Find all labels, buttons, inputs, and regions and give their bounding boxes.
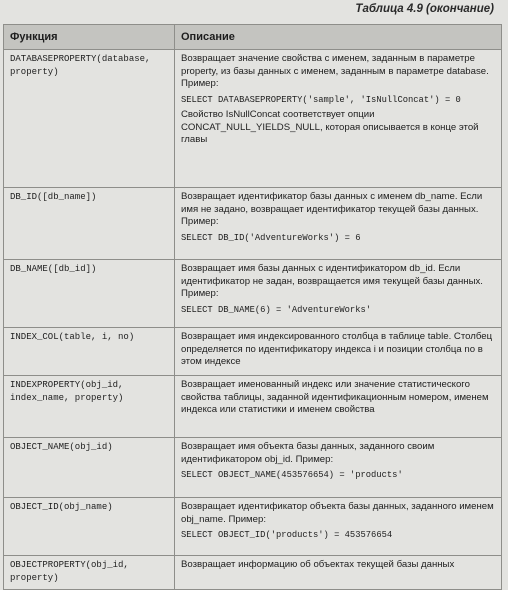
function-description (175, 50, 502, 188)
code-example: SELECT DB_NAME(6) = 'AdventureWorks' (181, 304, 372, 315)
description-text: Возвращает именованный индекс или значение статистического свойства таблицы, заданной идентификационным номером, именем индекса или статистики и именем свойства (181, 379, 489, 415)
code-example: SELECT DB_ID('AdventureWorks') = 6 (181, 232, 361, 243)
table-row (4, 556, 502, 590)
description-text: Возвращает значение свойства с именем, заданным в параметре property, из базы данных с именем, заданным в параметре database. Пример: (181, 53, 489, 89)
function-description (175, 438, 502, 498)
description-text: Возвращает имя индексированного столбца в таблице table. Столбец определяется по идентификатору индекса i и позиции столбца no в этом индексе (181, 331, 493, 367)
table-row (4, 50, 502, 188)
table-row (4, 498, 502, 556)
description-text: Возвращает идентификатор базы данных с именем db_name. Если имя не задано, возвращает идентификатор текущей базы данных. Пример: (181, 191, 483, 227)
function-signature: DB_ID([db_name]) (4, 188, 175, 260)
function-signature: INDEXPROPERTY(obj_id, index_name, property) (4, 376, 175, 438)
table-row (4, 376, 502, 438)
function-description (175, 328, 502, 376)
function-signature: OBJECT_NAME(obj_id) (4, 438, 175, 498)
table-caption: Таблица 4.9 (окончание) (355, 3, 494, 15)
function-description (175, 260, 502, 328)
code-example: SELECT DATABASEPROPERTY('sample', 'IsNullConcat') = 0 (181, 94, 461, 105)
function-signature: OBJECT_ID(obj_name) (4, 498, 175, 556)
column-header-function: Функция (4, 25, 175, 50)
table-row (4, 328, 502, 376)
code-example: SELECT OBJECT_NAME(453576654) = 'products' (181, 470, 403, 480)
function-description (175, 376, 502, 438)
column-header-description: Описание (175, 25, 502, 50)
table-row (4, 260, 502, 328)
description-note: Свойство IsNullConcat соответствует опции CONCAT_NULL_YIELDS_NULL, которая описывается в конце этой главы (181, 109, 479, 145)
functions-table (3, 24, 502, 590)
function-description (175, 188, 502, 260)
table-header-row (4, 25, 502, 50)
description-text: Возвращает информацию об объектах текущей базы данных (181, 559, 455, 570)
function-signature: OBJECTPROPERTY(obj_id, property) (4, 556, 175, 590)
function-signature: DB_NAME([db_id]) (4, 260, 175, 328)
description-text: Возвращает имя базы данных с идентификатором db_id. Если идентификатор не задан, возвращается имя текущей базы данных. Пример: (181, 263, 483, 299)
table-row (4, 438, 502, 498)
function-description (175, 498, 502, 556)
function-signature: INDEX_COL(table, i, no) (4, 328, 175, 376)
function-signature: DATABASEPROPERTY(database, property) (4, 50, 175, 188)
table-row (4, 188, 502, 260)
code-example: SELECT OBJECT_ID('products') = 453576654 (181, 530, 393, 540)
function-description (175, 556, 502, 590)
description-text: Возвращает имя объекта базы данных, заданного своим идентификатором obj_id. Пример: (181, 441, 435, 465)
description-text: Возвращает идентификатор объекта базы данных, заданного именем obj_name. Пример: (181, 501, 494, 525)
